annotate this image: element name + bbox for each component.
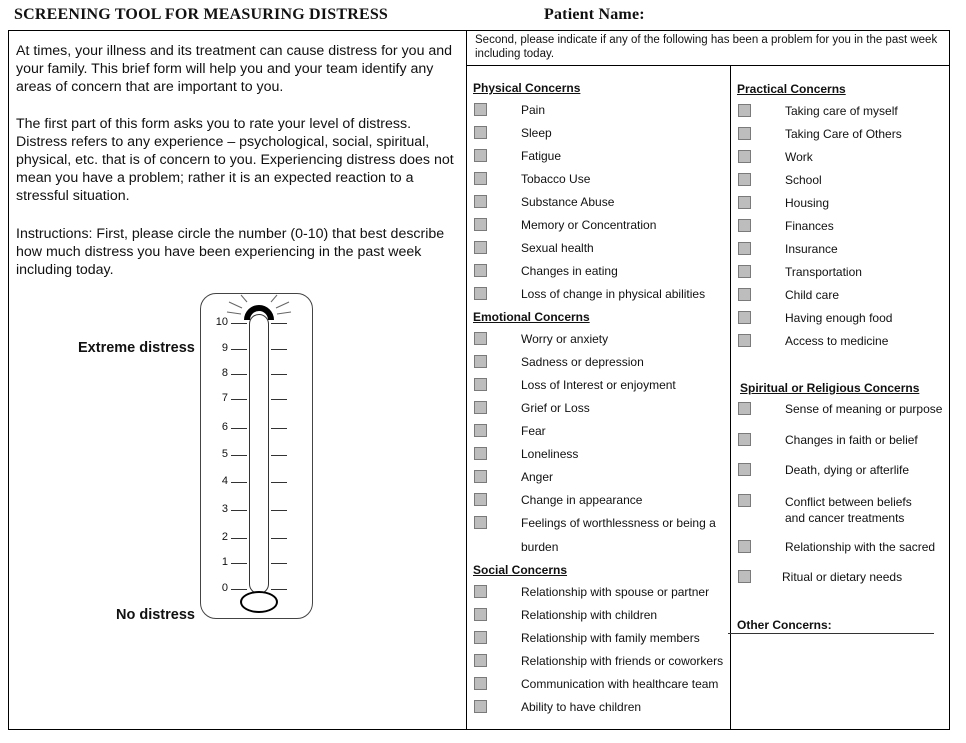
checkbox[interactable] — [474, 241, 487, 254]
checkbox-label: Relationship with family members — [521, 631, 700, 645]
checkbox[interactable] — [474, 149, 487, 162]
checkbox-label: Loss of Interest or enjoyment — [521, 378, 676, 392]
tick-line-left — [231, 589, 247, 590]
scale-number: 0 — [221, 582, 228, 594]
tick-line-right — [271, 374, 287, 375]
checkbox-label: Death, dying or afterlife — [785, 463, 910, 477]
practical-concerns-heading: Practical Concerns — [737, 82, 846, 96]
checkbox[interactable] — [738, 196, 751, 209]
instructions-paragraph: Instructions: First, please circle the number (0-10) that best describe how much distress you have been experiencing in the past week including today. — [16, 226, 445, 278]
checkbox[interactable] — [738, 334, 751, 347]
checkbox[interactable] — [474, 218, 487, 231]
scale-number: 10 — [215, 316, 228, 328]
checkbox[interactable] — [474, 447, 487, 460]
checkbox[interactable] — [474, 516, 487, 529]
checkbox-label: Memory or Concentration — [521, 218, 657, 232]
checkbox-label: School — [785, 173, 822, 187]
checkbox-label: Having enough food — [785, 311, 893, 325]
tick-line-right — [271, 323, 287, 324]
intro-paragraph: At times, your illness and its treatment can cause distress for you and your family. This brief form will help you and your team identify any areas of concern that are important to you. — [16, 43, 453, 95]
tick-line-right — [271, 399, 287, 400]
checkbox[interactable] — [738, 173, 751, 186]
checkbox[interactable] — [474, 631, 487, 644]
checkbox[interactable] — [474, 424, 487, 437]
checkbox[interactable] — [474, 493, 487, 506]
checkbox[interactable] — [474, 195, 487, 208]
checkbox-label: Changes in faith or belief — [785, 433, 918, 447]
scale-number: 3 — [221, 503, 228, 515]
tick-line-left — [231, 399, 247, 400]
scale-number: 7 — [221, 392, 228, 404]
other-concerns-label: Other Concerns: — [737, 618, 832, 632]
tick-line-right — [271, 455, 287, 456]
checkbox-label: Taking care of myself — [785, 104, 898, 118]
scale-number: 8 — [221, 367, 228, 379]
extreme-distress-label: Extreme distress — [78, 340, 195, 356]
checkbox[interactable] — [474, 264, 487, 277]
scale-number: 1 — [221, 556, 228, 568]
checkbox-label: Relationship with friends or coworkers — [521, 654, 724, 668]
checkbox[interactable] — [474, 677, 487, 690]
checkbox-label: Loss of change in physical abilities — [521, 287, 706, 301]
emotional-item-continuation: burden — [521, 540, 559, 554]
definition-paragraph: The first part of this form asks you to rate your level of distress. Distress refers to any experience – psychological, social, spiritual, physical, etc. that is of concern to you. Experiencing distress does not mean you have a problem; rather it is an expected reaction to a stressful situation. — [16, 116, 454, 204]
checkbox[interactable] — [474, 608, 487, 621]
tick-line-left — [231, 455, 247, 456]
scale-number: 4 — [221, 475, 228, 487]
checkbox-label: Ritual or dietary needs — [782, 570, 903, 584]
checkbox-label: Sexual health — [521, 241, 594, 255]
tick-line-right — [271, 349, 287, 350]
scale-number: 5 — [221, 448, 228, 460]
checkbox-label: Relationship with the sacred — [785, 540, 936, 554]
other-concerns-line[interactable] — [728, 633, 934, 634]
checkbox[interactable] — [738, 463, 751, 476]
tick-line-left — [231, 563, 247, 564]
checkbox-label: Finances — [785, 219, 834, 233]
checkbox-label: Substance Abuse — [521, 195, 615, 209]
spiritual-concerns-heading: Spiritual or Religious Concerns — [740, 381, 920, 395]
checkbox-label: Work — [785, 150, 813, 164]
checkbox-label: Grief or Loss — [521, 401, 590, 415]
checkbox[interactable] — [474, 332, 487, 345]
checkbox-label: Conflict between beliefs and cancer treatments — [785, 495, 912, 525]
tick-line-right — [271, 563, 287, 564]
tick-line-left — [231, 428, 247, 429]
checkbox[interactable] — [738, 104, 751, 117]
scale-number: 9 — [221, 342, 228, 354]
column-divider-left — [466, 31, 467, 729]
tick-line-left — [231, 538, 247, 539]
checkbox-label: Fatigue — [521, 149, 562, 163]
checkbox[interactable] — [474, 585, 487, 598]
checkbox[interactable] — [474, 287, 487, 300]
checkbox[interactable] — [738, 402, 751, 415]
checkbox-label: Relationship with children — [521, 608, 658, 622]
checkbox[interactable] — [474, 654, 487, 667]
checkbox[interactable] — [738, 150, 751, 163]
checkbox-label: Worry or anxiety — [521, 332, 609, 346]
checkbox-label: Transportation — [785, 265, 862, 279]
social-concerns-heading: Social Concerns — [473, 563, 568, 577]
checkbox[interactable] — [474, 378, 487, 391]
checkbox-label: Housing — [785, 196, 830, 210]
tick-line-left — [231, 374, 247, 375]
checkbox-label: Sense of meaning or purpose — [785, 402, 943, 416]
checkbox-label: Tobacco Use — [521, 172, 591, 186]
checkbox[interactable] — [738, 311, 751, 324]
checkbox[interactable] — [474, 470, 487, 483]
checkbox[interactable] — [738, 219, 751, 232]
right-panel-divider — [466, 65, 949, 66]
checkbox-label: Feelings of worthlessness or being a — [521, 516, 716, 530]
checkbox[interactable] — [738, 494, 751, 507]
checklist-instructions: Second, please indicate if any of the following has been a problem for you in the past week including today. — [475, 34, 938, 60]
checkbox-label: Insurance — [785, 242, 838, 256]
checkbox[interactable] — [738, 433, 751, 446]
checkbox-label: Sadness or depression — [521, 355, 644, 369]
checkbox[interactable] — [738, 127, 751, 140]
scale-number: 6 — [221, 421, 228, 433]
no-distress-label: No distress — [116, 607, 195, 623]
checkbox-label: Sleep — [521, 126, 552, 140]
tick-line-left — [231, 323, 247, 324]
checkbox-label: Relationship with spouse or partner — [521, 585, 710, 599]
emotional-concerns-heading: Emotional Concerns — [473, 310, 590, 324]
checkbox[interactable] — [738, 265, 751, 278]
checkbox[interactable] — [738, 570, 751, 583]
checkbox-label: Access to medicine — [785, 334, 889, 348]
checkbox-label: Loneliness — [521, 447, 579, 461]
tick-line-right — [271, 538, 287, 539]
checkbox-label: Changes in eating — [521, 264, 618, 278]
checkbox-label: Child care — [785, 288, 840, 302]
checkbox[interactable] — [474, 401, 487, 414]
scale-number: 2 — [221, 531, 228, 543]
tick-line-right — [271, 510, 287, 511]
checkbox-label: Anger — [521, 470, 554, 484]
checkbox[interactable] — [738, 540, 751, 553]
tick-line-left — [231, 510, 247, 511]
checkbox[interactable] — [474, 126, 487, 139]
checkbox[interactable] — [738, 242, 751, 255]
column-divider-right — [730, 65, 731, 729]
checkbox[interactable] — [474, 355, 487, 368]
checkbox-label: Taking Care of Others — [785, 127, 902, 141]
checkbox-label: Change in appearance — [521, 493, 643, 507]
tick-line-left — [231, 482, 247, 483]
tick-line-left — [231, 349, 247, 350]
checkbox-label: Communication with healthcare team — [521, 677, 719, 691]
checkbox[interactable] — [474, 700, 487, 713]
physical-concerns-heading: Physical Concerns — [473, 81, 581, 95]
checkbox[interactable] — [474, 172, 487, 185]
tick-line-right — [271, 428, 287, 429]
patient-name-label: Patient Name: — [544, 6, 645, 23]
thermometer-tube — [249, 314, 269, 594]
checkbox[interactable] — [738, 288, 751, 301]
thermometer-bulb — [240, 591, 278, 613]
checkbox-label: Ability to have children — [521, 700, 642, 714]
form-title: SCREENING TOOL FOR MEASURING DISTRESS — [14, 6, 389, 23]
checkbox-label: Fear — [521, 424, 546, 438]
tick-line-right — [271, 589, 287, 590]
distress-thermometer — [200, 293, 313, 619]
checkbox-label: Pain — [521, 103, 546, 117]
checkbox[interactable] — [474, 103, 487, 116]
tick-line-right — [271, 482, 287, 483]
